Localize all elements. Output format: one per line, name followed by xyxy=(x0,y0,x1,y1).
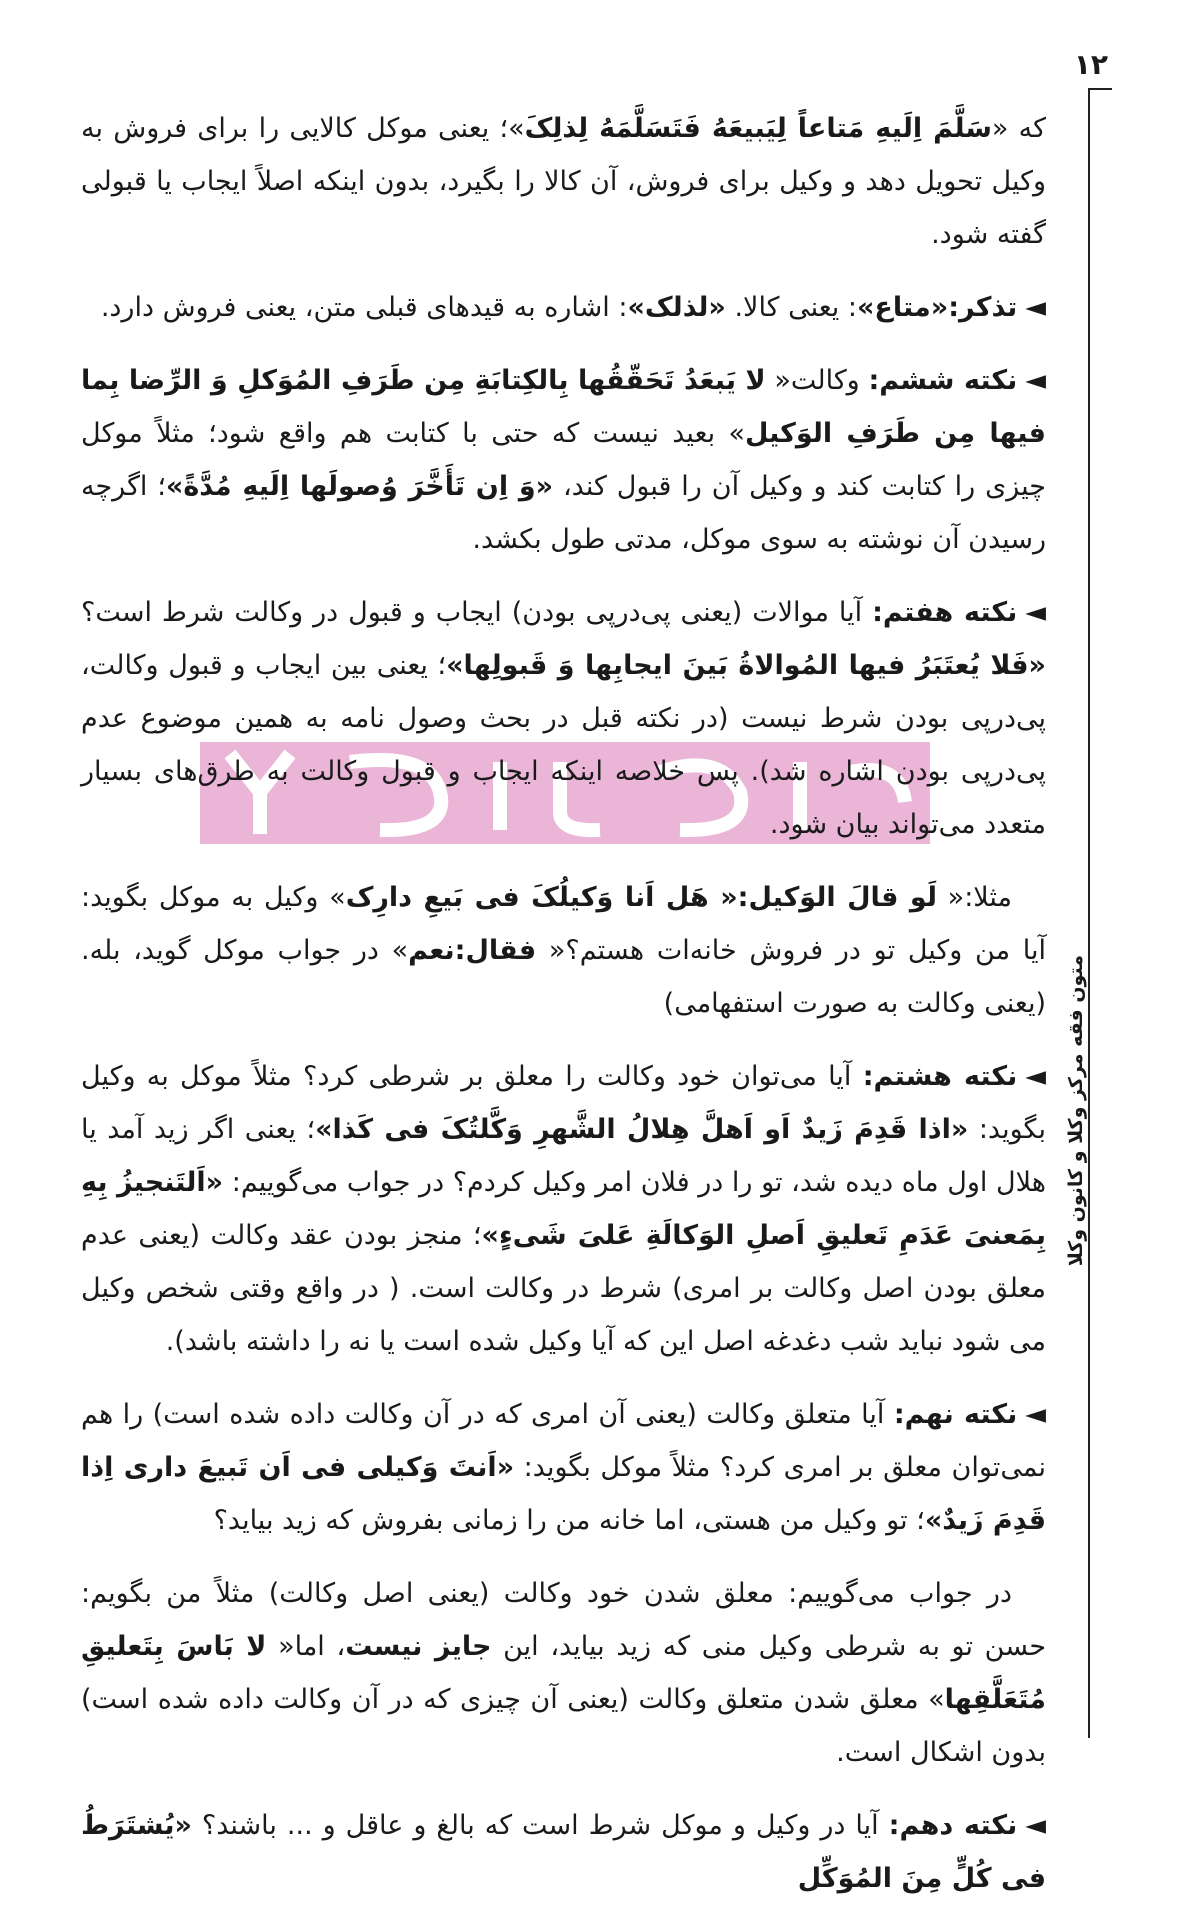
bullet-arrow-icon: ◄ xyxy=(1025,597,1047,628)
bullet-arrow-icon: ◄ xyxy=(1025,365,1046,396)
running-head: متون فقه مرکز وکلا و کانون وکلا xyxy=(1065,955,1087,1267)
text-segment: مثلا:« xyxy=(936,882,1013,913)
bold-text-segment: «لذلک» xyxy=(627,292,726,323)
text-segment: » بعید نیست که حتی با کتابت هم واقع شود؛ مثلاً موکل چیزی را کتابت کند و وکیل آن را قبول کند، xyxy=(81,418,1046,502)
text-segment: » وکیل به موکل بگوید: آیا من وکیل تو در فروش خانه‌ات هستم؟« xyxy=(81,882,1046,966)
page-body xyxy=(81,102,1046,1925)
bold-text-segment: نکته هشتم: xyxy=(862,1061,1018,1092)
bold-text-segment: جایز نیست xyxy=(345,1631,492,1662)
bold-text-segment: نکته ششم: xyxy=(868,365,1018,396)
bullet-arrow-icon: ◄ xyxy=(1025,292,1046,323)
text-segment: که « xyxy=(991,113,1046,144)
bold-text-segment: «وَ اِن تَأَخَّرَ وُصولَها اِلَیهِ مُدَّةً» xyxy=(165,471,554,502)
margin-rule xyxy=(1088,88,1090,1738)
paragraph-p1 xyxy=(81,102,1046,261)
text-segment: وکالت« xyxy=(765,365,869,396)
bold-text-segment: نکته نهم: xyxy=(893,1399,1018,1430)
text-segment: آیا متعلق وکالت (یعنی آن امری که در آن وکالت داده شده است) را هم نمی‌توان معلق بر امری کرد؟ مثلاً موکل بگوید: xyxy=(81,1399,1046,1483)
bold-text-segment: «اَنتَ وَکیلی فی اَن تَبیعَ داری اِذا قَدِمَ زَیدٌ» xyxy=(81,1452,1046,1536)
bold-text-segment: «فَلا یُعتَبَرُ فیها المُوالاةُ بَینَ ایجابِها وَ قَبولِها» xyxy=(446,650,1046,681)
paragraph-p7 xyxy=(81,1388,1046,1547)
bold-text-segment: نکته هفتم: xyxy=(872,597,1018,628)
paragraph-p9 xyxy=(81,1799,1046,1905)
page-number: ۱۲ xyxy=(1073,48,1108,81)
text-segment: »؛ یعنی موکل کالایی را برای فروش به وکیل تحویل دهد و وکیل برای فروش، آن کالا را بگیرد، بدون اینکه اصلاً ایجاب یا قبولی گفته شود. xyxy=(81,113,1046,250)
bold-text-segment: سَلَّمَ اِلَیهِ مَتاعاً لِیَبیعَهُ فَتَسَلَّمَهُ لِذلِکَ xyxy=(524,113,992,144)
text-segment: » معلق شدن متعلق وکالت (یعنی آن چیزی که در آن وکالت داده شده است) بدون اشکال است. xyxy=(81,1684,1046,1768)
bold-text-segment: لا بَاسَ بِتَعلیقِ مُتَعَلَّقِها xyxy=(81,1631,1046,1715)
bullet-arrow-icon: ◄ xyxy=(1025,1399,1046,1430)
text-segment: آیا موالات (یعنی پی‌درپی بودن) ایجاب و قبول در وکالت شرط است؟ xyxy=(81,597,873,628)
paragraph-p6 xyxy=(81,1050,1046,1368)
text-segment: در جواب می‌گوییم: معلق شدن خود وکالت (یعنی اصل وکالت) مثلاً من بگویم: حسن تو به شرطی وکیل منی که زید بیاید، این xyxy=(81,1578,1047,1662)
bold-text-segment: «اذا قَدِمَ زَیدٌ اَو اَهلَّ هِلالُ الشَّهرِ وَکَّلتُکَ فی کَذا» xyxy=(315,1114,969,1145)
bold-text-segment: «یُشتَرَطُ فی کُلٍّ مِنَ المُوَکِّل xyxy=(81,1810,1046,1894)
bold-text-segment: تذکر: xyxy=(948,292,1018,323)
paragraph-p5 xyxy=(81,871,1046,1030)
text-segment: » در جواب موکل گوید، بله.(یعنی وکالت به صورت استفهامی) xyxy=(81,935,1046,1019)
text-segment: ، اما« xyxy=(266,1631,346,1662)
bold-text-segment: لَو قالَ الوَکیل:« هَل اَنا وَکیلُکَ فی بَیعِ دارِک xyxy=(345,882,937,913)
text-segment: آیا در وکیل و موکل شرط است که بالغ و عاقل و ... باشند؟ xyxy=(191,1810,889,1841)
text-segment: : اشاره به قیدهای قبلی متن، یعنی فروش دارد. xyxy=(100,292,628,323)
paragraph-p4 xyxy=(81,586,1046,851)
bold-text-segment: «اَلتَنجیزُ بِهِ بِمَعنیَ عَدَمِ تَعلیقِ اَصلِ الوَکالَةِ عَلیَ شَیءٍ» xyxy=(81,1167,1046,1251)
bold-text-segment: لا یَبعَدُ تَحَقّقُها بِالکِتابَةِ مِن طَرَفِ المُوَکلِ وَ الرِّضا بِما فیها مِن طَرَفِ الوَکیل xyxy=(81,365,1046,449)
text-segment: ؛ اگرچه رسیدن آن نوشته به سوی موکل، مدتی طول بکشد. xyxy=(81,471,1046,555)
text-segment: ؛ تو وکیل من هستی، اما خانه من را زمانی بفروش که زید بیاید؟ xyxy=(213,1505,925,1536)
margin-rule-top xyxy=(1088,88,1112,90)
paragraph-p8 xyxy=(81,1567,1046,1779)
bullet-arrow-icon: ◄ xyxy=(1025,1061,1046,1092)
text-segment: ؛ یعنی اگر زید آمد یا هلال اول ماه دیده شد، تو را در فلان امر وکیل کردم؟ در جواب می‌گوییم: xyxy=(81,1114,1046,1198)
text-segment: : یعنی کالا. xyxy=(725,292,857,323)
paragraph-p3 xyxy=(81,354,1046,566)
bold-text-segment: «متاع» xyxy=(856,292,949,323)
bullet-arrow-icon: ◄ xyxy=(1025,1810,1046,1841)
bold-text-segment: نکته دهم: xyxy=(888,1810,1018,1841)
text-segment: آیا می‌توان خود وکالت را معلق بر شرطی کرد؟ مثلاً موکل به وکیل بگوید: xyxy=(81,1061,1046,1145)
text-segment: ؛ منجز بودن عقد وکالت (یعنی عدم معلق بودن اصل وکالت بر امری) شرط در وکالت است. ( در واقع وقتی شخص وکیل می شود نباید شب دغدغه اصل این که آیا وکیل شده است یا نه را داشته باشد). xyxy=(81,1220,1046,1357)
text-segment: ؛ یعنی بین ایجاب و قبول وکالت، پی‌درپی بودن شرط نیست (در نکته قبل در بحث وصول نامه به همین موضوع عدم پی‌درپی بودن اشاره شد). پس خلاصه اینکه ایجاب و قبول وکالت به طرق‌های بسیار متعدد می‌تواند بیان شود. xyxy=(81,650,1046,840)
bold-text-segment: فقال:نعم xyxy=(408,935,537,966)
paragraph-p2 xyxy=(81,281,1046,334)
